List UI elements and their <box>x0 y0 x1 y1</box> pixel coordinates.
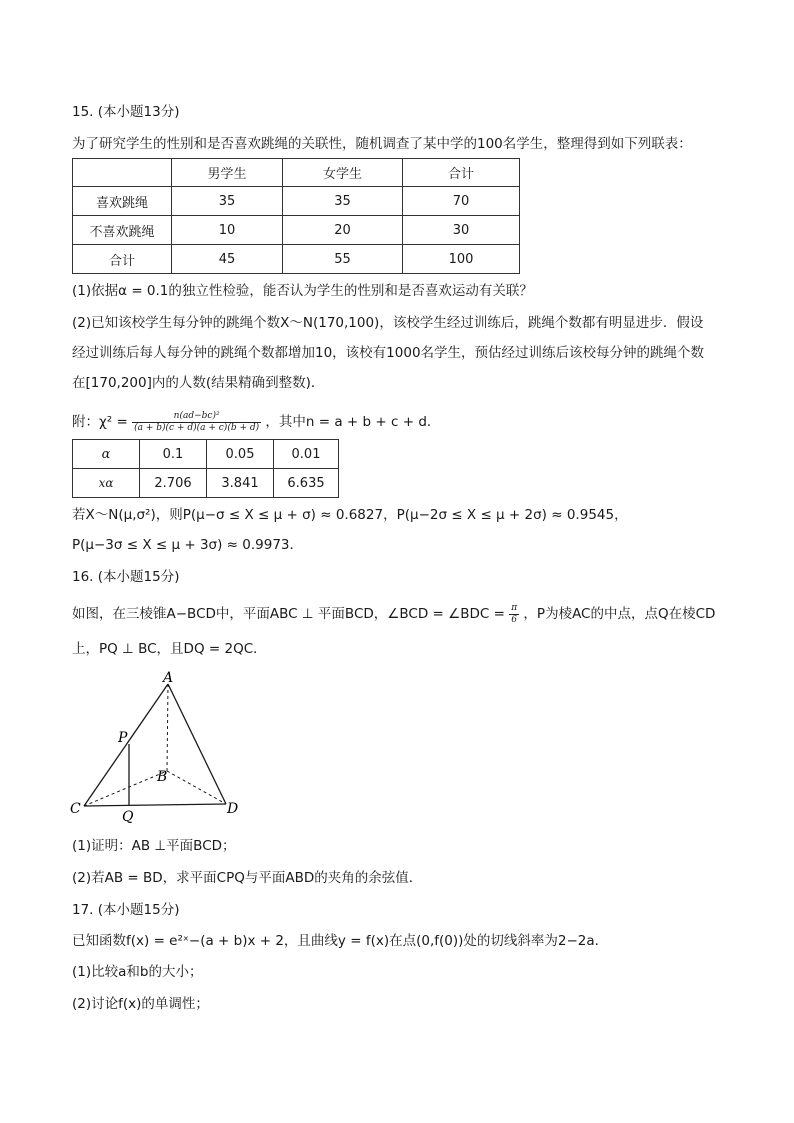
fraction-numerator: π <box>511 602 518 613</box>
q15-normal-line1: 若X～N(μ,σ²)，则P(μ−σ ≤ X ≤ μ + σ) ≈ 0.6827，P(μ−2σ ≤ X ≤ μ + 2σ) ≈ 0.9545， <box>72 507 628 523</box>
table-cell: 3.841 <box>207 469 274 498</box>
label-d: D <box>227 801 239 817</box>
table-row <box>73 469 339 498</box>
q17-part2: (2)讨论f(x)的单调性； <box>72 996 209 1012</box>
q16-part1: (1)证明：AB ⊥平面BCD； <box>72 838 236 854</box>
table-cell: 100 <box>403 245 520 274</box>
edge-ab-hidden <box>167 684 168 771</box>
q16-line2: 上，PQ ⊥ BC，且DQ = 2QC． <box>72 641 267 657</box>
table-cell: 45 <box>172 245 283 274</box>
appendix-suffix: ，其中n = a + b + c + d． <box>265 414 441 430</box>
q15-appendix <box>72 408 440 436</box>
q15-header: 15. (本小题13分) <box>72 104 180 120</box>
q15-part2-line3: 在[170,200]内的人数(结果精确到整数)． <box>72 375 325 391</box>
edge-bd-hidden <box>167 771 226 804</box>
table-cell: 35 <box>283 187 403 216</box>
q16-header: 16. (本小题15分) <box>72 569 180 585</box>
q16-line1 <box>72 600 715 628</box>
chi-square-fraction <box>132 411 261 434</box>
contingency-table <box>72 158 520 274</box>
table-header-cell <box>73 159 172 187</box>
fraction-numerator: n(ad−bc)² <box>132 411 261 423</box>
table-cell: xα <box>73 469 140 498</box>
table-cell: 6.635 <box>274 469 339 498</box>
table-row <box>73 245 520 274</box>
table-cell: 10 <box>172 216 283 245</box>
table-row <box>73 216 520 245</box>
label-b: B <box>157 769 168 785</box>
q17-part1: (1)比较a和b的大小； <box>72 964 203 980</box>
table-cell: 0.1 <box>140 440 207 469</box>
table-cell: 喜欢跳绳 <box>73 187 172 216</box>
table-cell: α <box>73 440 140 469</box>
label-q: Q <box>122 809 134 825</box>
table-cell: 55 <box>283 245 403 274</box>
table-cell: 不喜欢跳绳 <box>73 216 172 245</box>
table-header-row <box>73 159 520 187</box>
table-cell: 0.01 <box>274 440 339 469</box>
q16-part2: (2)若AB = BD，求平面CPQ与平面ABD的夹角的余弦值． <box>72 870 423 886</box>
q15-part2-line1: (2)已知该校学生每分钟的跳绳个数X～N(170,100)，该校学生经过训练后，跳绳个数都有明显进步．假设 <box>72 315 704 331</box>
table-header-cell: 男学生 <box>172 159 283 187</box>
label-p: P <box>118 730 128 746</box>
table-cell: 20 <box>283 216 403 245</box>
label-c: C <box>70 801 81 817</box>
table-row <box>73 187 520 216</box>
fraction-denominator: 6 <box>511 614 518 625</box>
table-row <box>73 440 339 469</box>
q16-line1-pre: 如图，在三棱锥A−BCD中，平面ABC ⊥ 平面BCD，∠BCD = ∠BDC = <box>72 606 505 622</box>
critical-value-table <box>72 439 339 498</box>
pi-over-six-fraction <box>509 603 519 626</box>
q15-part1: (1)依据α = 0.1的独立性检验，能否认为学生的性别和是否喜欢运动有关联？ <box>72 283 533 299</box>
tetrahedron-figure <box>66 668 246 828</box>
label-a: A <box>163 670 174 686</box>
edge-cd <box>84 804 226 806</box>
q17-header: 17. (本小题15分) <box>72 902 180 918</box>
q15-intro: 为了研究学生的性别和是否喜欢跳绳的关联性，随机调查了某中学的100名学生，整理得到如下列联表： <box>72 136 692 152</box>
table-cell: 0.05 <box>207 440 274 469</box>
appendix-prefix: 附：χ² = <box>72 414 128 430</box>
table-cell: 35 <box>172 187 283 216</box>
table-cell: 2.706 <box>140 469 207 498</box>
q17-line1: 已知函数f(x) = e²ˣ−(a + b)x + 2，且曲线y = f(x)在点(0,f(0))处的切线斜率为2−2a． <box>72 933 609 949</box>
q16-line1-post: ，P为棱AC的中点，点Q在棱CD <box>523 606 716 622</box>
table-header-cell: 女学生 <box>283 159 403 187</box>
table-cell: 合计 <box>73 245 172 274</box>
q15-normal-line2: P(μ−3σ ≤ X ≤ μ + 3σ) ≈ 0.9973． <box>72 537 304 553</box>
table-cell: 30 <box>403 216 520 245</box>
q15-part2-line2: 经过训练后每人每分钟的跳绳个数都增加10，该校有1000名学生，预估经过训练后该校每分钟的跳绳个数 <box>72 345 705 361</box>
table-cell: 70 <box>403 187 520 216</box>
fraction-denominator: (a + b)(c + d)(a + c)(b + d) <box>134 422 260 433</box>
table-header-cell: 合计 <box>403 159 520 187</box>
edge-ad <box>168 684 226 804</box>
